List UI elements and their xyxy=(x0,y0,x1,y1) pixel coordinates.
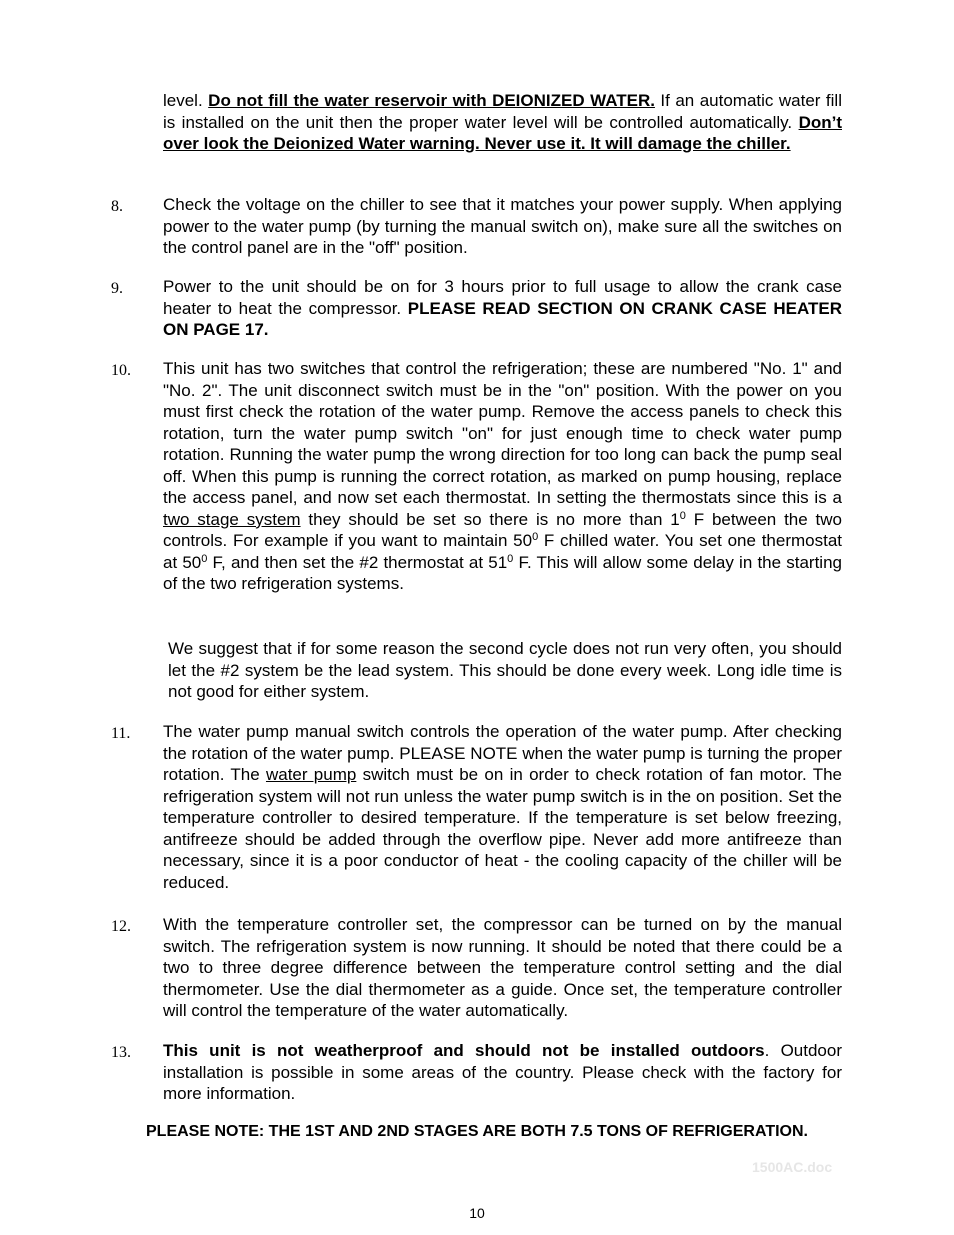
paragraph-continuation xyxy=(163,90,842,155)
page-number: 10 xyxy=(469,1205,485,1221)
item-13-text xyxy=(163,1040,842,1105)
item-9-text xyxy=(163,276,842,341)
item-number-11: 11. xyxy=(111,725,131,742)
item-10-subparagraph: We suggest that if for some reason the second cycle does not run very often, you should let the #2 system be the lead system. This should be done every week. Long idle time is not good for either system. xyxy=(168,639,842,701)
text-run: The water pump manual switch controls the operation of the water pump. After checking the rotation of the water pump. PLEASE NOTE when the water pump is turning the proper rotation. The xyxy=(163,722,842,784)
text-run: This unit has two switches that control the refrigeration; these are numbered "No. 1" and "No. 2". The unit disconnect switch must be in the "on" position. With the power on you must first check the rotation of the water pump. Remove the access panels to check this rotation, turn the water pump switch "on" for just enough time to check water pump rotation. Running the water pump the wrong direction for too long can back the pump seal off. When this pump is running the correct rotation, as marked on pump housing, replace the access panel, and now set each thermostat. In setting the thermostats since this is a xyxy=(163,359,842,507)
item-number-9: 9. xyxy=(111,280,123,297)
two-stage-system: two stage system xyxy=(163,509,301,529)
item-number-10: 10. xyxy=(111,362,131,379)
item-12-text: With the temperature controller set, the compressor can be turned on by the manual switch. The refrigeration system is now running. It should be noted that there could be a two to three degree difference between the temperature control setting and the dial thermometer. Use the dial thermometer as a guide. Once set, the temperature controller will control the temperature of the water automatically. xyxy=(163,915,842,1020)
degree-superscript: 0 xyxy=(507,552,514,565)
text-run: F. This will allow some delay in the starting of the two refrigeration systems. xyxy=(163,552,842,593)
item-8-text: Check the voltage on the chiller to see that it matches your power supply. When applying power to the water pump (by turning the manual switch on), make sure all the switches on the control panel are in the "off" position. xyxy=(163,195,842,257)
degree-superscript: 0 xyxy=(679,509,686,522)
text-run: switch must be on in order to check rotation of fan motor. The refrigeration system will not run unless the water pump switch is in the on position. Set the temperature controller to desired temperature. If the temperature is set below freezing, antifreeze should be added through the overflow pipe. Never add more antifreeze than necessary, since it is a poor conductor of heat - the cooling capacity of the chiller will be reduced. xyxy=(163,765,842,892)
document-filename: 1500AC.doc xyxy=(752,1159,833,1175)
item-11-text xyxy=(163,721,842,893)
item-10-text xyxy=(163,358,842,595)
stages-note: PLEASE NOTE: THE 1ST AND 2ND STAGES ARE BOTH 7.5 TONS OF REFRIGERATION. xyxy=(146,1123,808,1140)
deionized-warning: Do not fill the water reservoir with DEIONIZED WATER. xyxy=(208,91,655,110)
text-run: level. xyxy=(163,91,209,110)
text-run: If an automatic water fill is installed on the unit then the proper water level will be controlled automatically. xyxy=(163,91,842,132)
text-run: Power to the unit should be on for 3 hours prior to full usage to allow the crank case heater to heat the compressor. xyxy=(163,277,842,318)
item-number-12: 12. xyxy=(111,918,131,935)
water-pump-underlined: water pump xyxy=(265,765,357,784)
item-number-13: 13. xyxy=(111,1044,131,1061)
text-run: F, and then set the #2 thermostat at 51 xyxy=(207,552,508,572)
text-run: F chilled water. You set one thermostat at 50 xyxy=(163,531,843,572)
crank-case-notice: PLEASE READ SECTION ON CRANK CASE HEATER ON PAGE 17. xyxy=(163,298,842,339)
text-run: . Outdoor installation is possible in some areas of the country. Please check with the factory for more information. xyxy=(163,1041,842,1103)
text-run: F between the two controls. For example if you want to maintain 50 xyxy=(163,509,843,550)
item-number-8: 8. xyxy=(111,198,123,215)
text-run: they should be set so there is no more than 1 xyxy=(300,509,680,529)
weatherproof-warning: This unit is not weatherproof and should not be installed outdoors xyxy=(163,1041,765,1060)
deionized-warning-repeat: Don’t over look the Deionized Water warning. Never use it. It will damage the chiller. xyxy=(163,112,842,153)
degree-superscript: 0 xyxy=(532,531,539,543)
degree-superscript: 0 xyxy=(201,552,208,565)
